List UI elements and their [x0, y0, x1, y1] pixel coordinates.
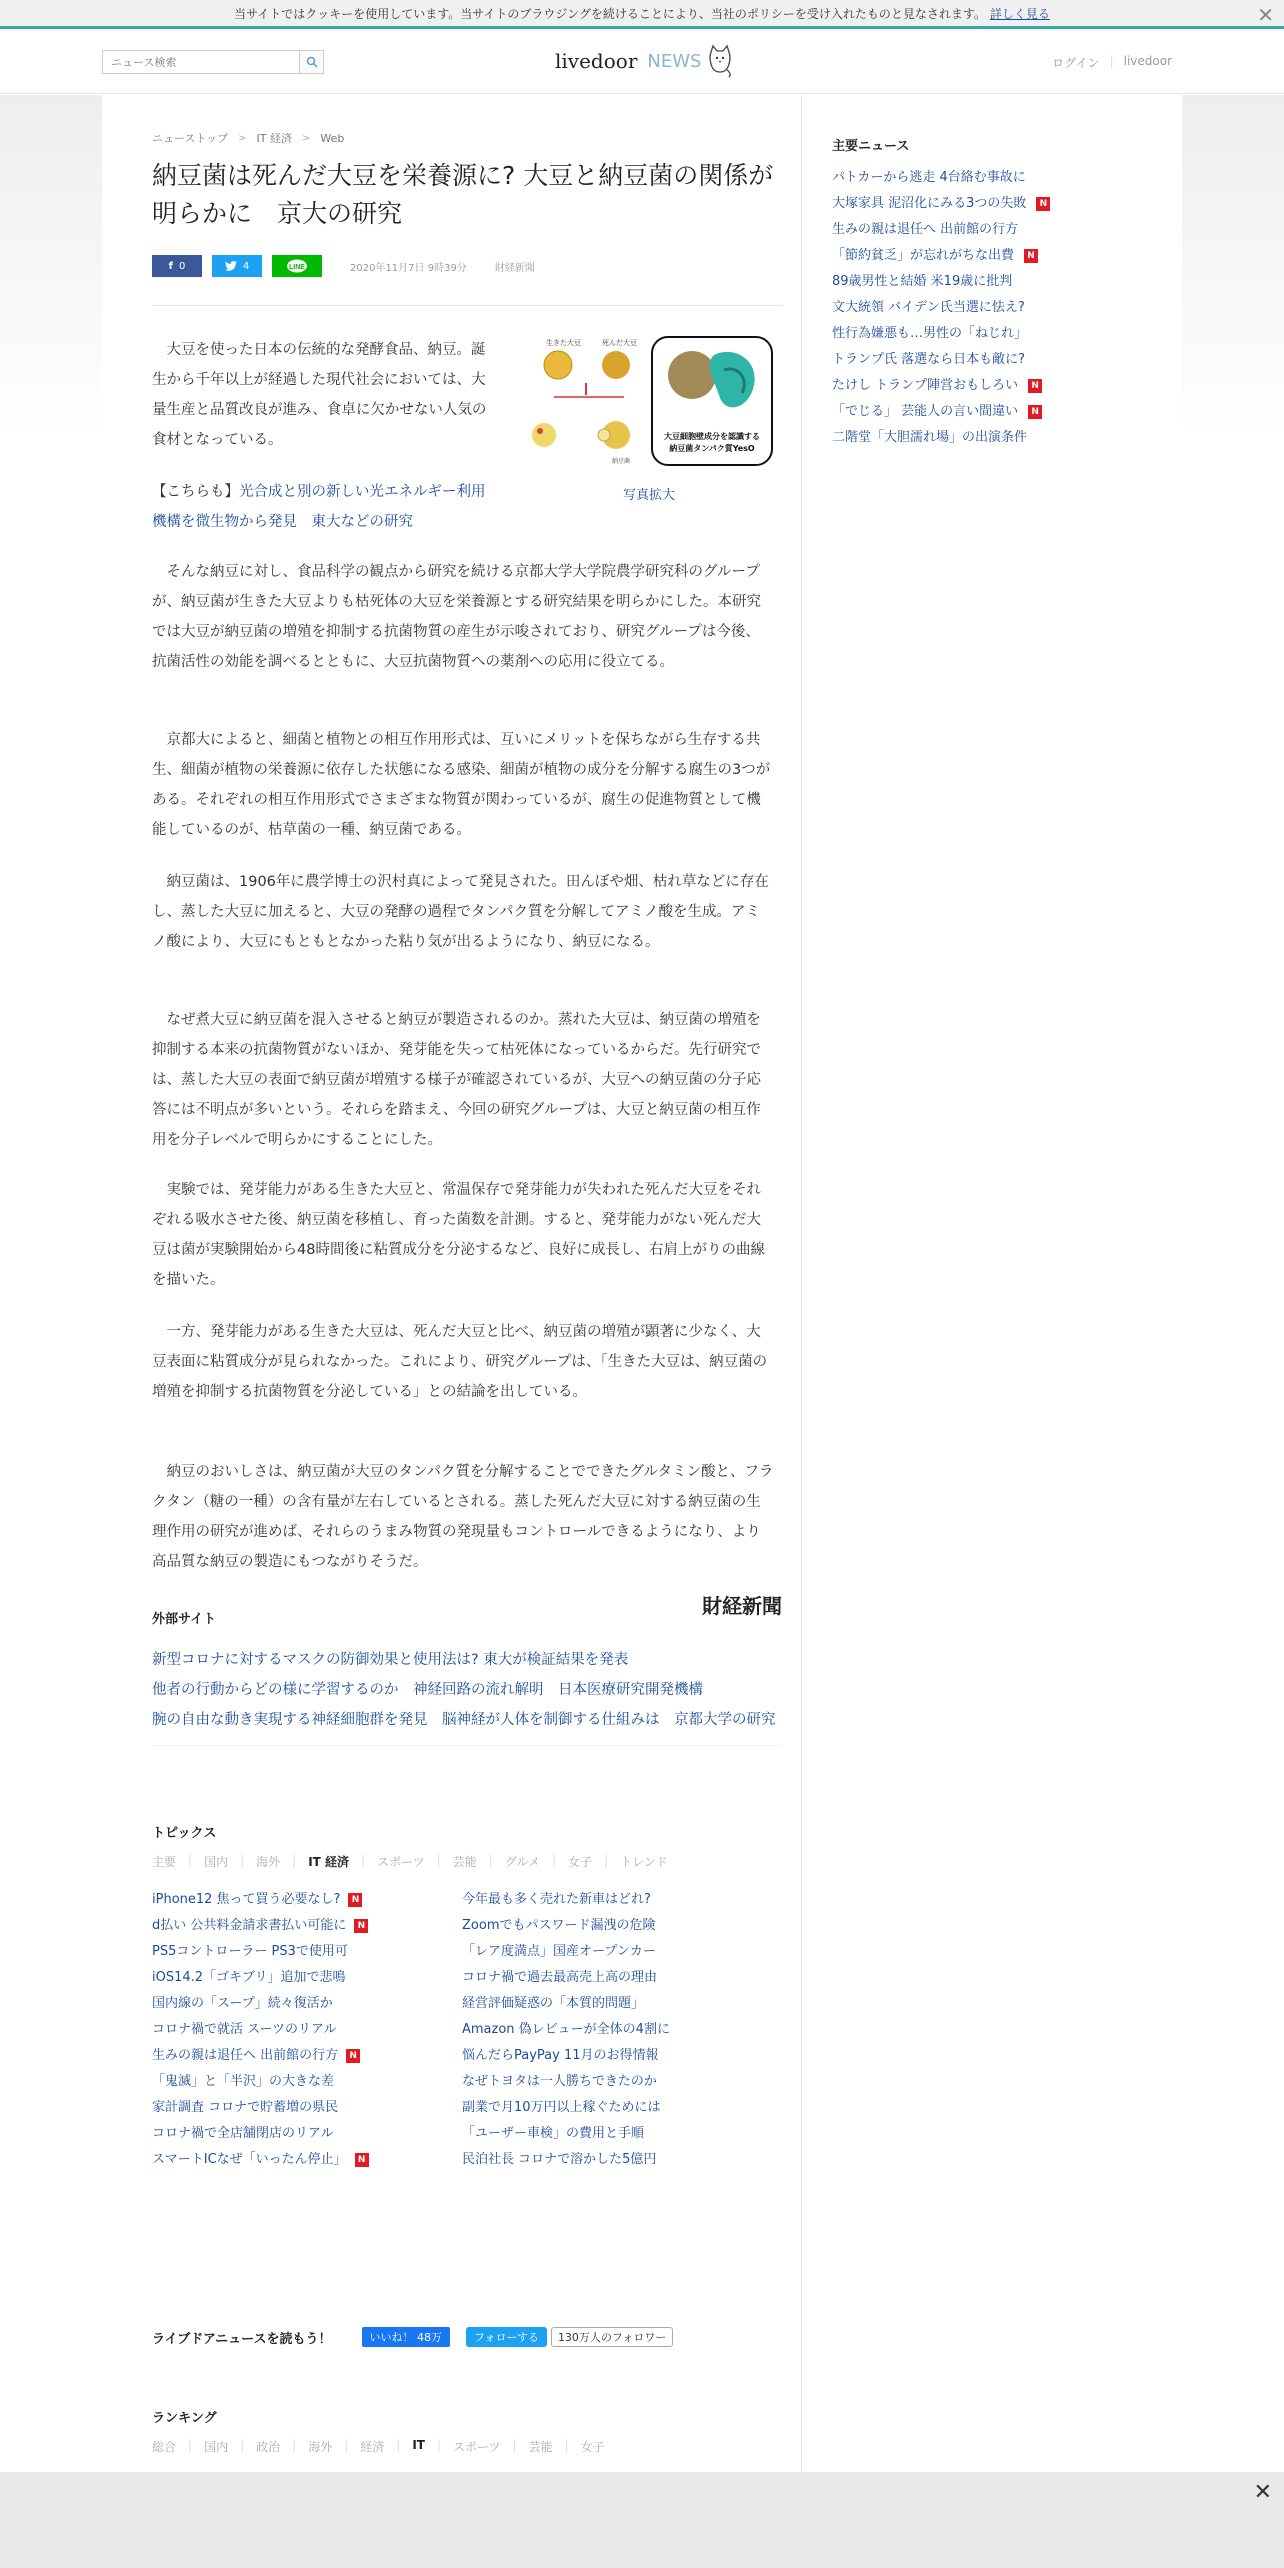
topic-item[interactable]	[152, 2095, 462, 2121]
figure-label-natto: 納豆菌	[612, 458, 631, 465]
chevron-right-icon: >	[301, 132, 311, 144]
article-paragraph: 納豆のおいしさは、納豆菌が大豆のタンパク質を分解することでできたグルタミン酸と、フラクタン（糖の一種）の含有量が左右しているとされる。蒸した死んだ大豆に対する納豆菌の生理作用の研究が進めば、それらのうまみ物質の発現量もコントロールできるようになり、より高品質な納豆の製造にもつながりそうだ。	[152, 1464, 774, 1570]
topic-link[interactable]: 悩んだらPayPay 11月のお得情報	[462, 2048, 659, 2063]
follow-bar	[152, 2327, 673, 2347]
new-badge: N	[1024, 249, 1038, 263]
svg-text:大豆細胞壁成分を認識する: 大豆細胞壁成分を認識する	[664, 432, 760, 441]
main-news-link[interactable]: 大塚家具 泥沼化にみる3つの失敗	[832, 196, 1027, 211]
figure-label-dead: 死んだ大豆	[602, 339, 637, 347]
divider	[152, 1745, 782, 1746]
article-image	[524, 335, 774, 470]
main-news-item[interactable]	[832, 373, 1162, 399]
main-news-link[interactable]: 生みの親は退任へ 出前館の行方	[832, 222, 1019, 237]
breadcrumb	[152, 130, 344, 146]
follow-label: ライブドアニュースを読もう！	[152, 2331, 332, 2347]
svg-text:納豆菌タンパク質YesO: 納豆菌タンパク質YesO	[669, 444, 755, 453]
new-badge: N	[346, 2049, 360, 2063]
article-paragraph: なぜ煮大豆に納豆菌を混入させると納豆が製造されるのか。蒸れた大豆は、納豆菌の増殖を抑制する本来の抗菌物質がないほか、発芽能を失って枯死体になっているからだ。先行研究では、蒸した大豆の表面で納豆菌が増殖する様子が確認されているが、大豆への納豆菌の分子応答には不明点が多いという。それらを踏まえ、今回の研究グループは、大豆と納豆菌の相互作用を分子レベルで明らかにすることにした。	[152, 1012, 761, 1148]
tab-topics[interactable]: 国内	[204, 1855, 229, 1869]
main-news-link[interactable]: トランプ氏 落選なら日本も敵に?	[832, 352, 1026, 367]
topic-item[interactable]	[462, 1913, 772, 1939]
search-button[interactable]	[299, 51, 323, 73]
search-icon	[306, 56, 318, 68]
related-article-link[interactable]: 光合成と別の新しい光エネルギー利用機構を微生物から発見 東大などの研究	[152, 484, 486, 530]
source-signature: 財経新聞	[702, 1594, 782, 1618]
main-news-item[interactable]	[832, 425, 1162, 451]
topic-item[interactable]	[152, 1991, 462, 2017]
topic-item[interactable]	[462, 1939, 772, 1965]
tab-topics[interactable]: 女子	[568, 1855, 593, 1869]
tab-topics[interactable]: 芸能	[452, 1855, 477, 1869]
topic-item[interactable]	[462, 2017, 772, 2043]
line-share-button[interactable]	[272, 255, 322, 277]
main-news-item[interactable]	[832, 399, 1162, 425]
external-link[interactable]: 新型コロナに対するマスクの防御効果と使用法は? 東大が検証結果を発表	[152, 1652, 629, 1668]
topic-item[interactable]	[462, 2121, 772, 2147]
tab-ranking[interactable]: 海外	[308, 2440, 333, 2454]
ranking-heading: ランキング	[152, 2411, 217, 2426]
topic-link[interactable]: 「ユーザー車検」の費用と手順	[462, 2126, 645, 2141]
topic-item[interactable]	[152, 2069, 462, 2095]
tab-ranking[interactable]: スポーツ	[453, 2440, 501, 2454]
topic-item[interactable]	[462, 2095, 772, 2121]
related-prefix: 【こちらも】	[152, 484, 239, 500]
cookie-text: 当サイトではクッキーを使用しています。当サイトのブラウジングを続けることにより、当社のポリシーを受け入れたものと見なされます。	[234, 6, 986, 21]
site-logo[interactable]	[555, 44, 733, 78]
main-news-link[interactable]: 「でじる」 芸能人の言い間違い	[832, 404, 1019, 419]
main-news-item[interactable]	[832, 243, 1162, 269]
publish-date: 2020年11月7日 9時39分	[350, 262, 467, 274]
new-badge: N	[355, 2153, 369, 2167]
new-badge: N	[1028, 379, 1042, 393]
livedoor-link[interactable]: livedoor	[1123, 54, 1172, 68]
close-icon[interactable]: ✕	[1253, 2480, 1272, 2505]
topic-item[interactable]	[152, 2043, 462, 2069]
main-news-link[interactable]: パトカーから逃走 4台絡む事故に	[832, 170, 1026, 185]
main-news-link[interactable]: 二階堂「大胆濡れ場」の出演条件	[832, 430, 1028, 445]
lead-paragraph: 大豆を使った日本の伝統的な発酵食品、納豆。誕生から千年以上が経過した現代社会においては、大量生産と品質改良が進み、食卓に欠かせない人気の食材となっている。	[152, 342, 487, 448]
article-source[interactable]: 財経新聞	[494, 262, 535, 274]
article-paragraph: 納豆菌は、1906年に農学博士の沢村真によって発見された。田んぼや畑、枯れ草などに存在し、蒸した大豆に加えると、大豆の発酵の過程でタンパク質を分解してアミノ酸を生成。アミノ酸により、大豆にもともとなかった粘り気が出るようになり、納豆になる。	[152, 874, 769, 950]
tab-ranking[interactable]: 国内	[204, 2440, 229, 2454]
article-figure[interactable]	[524, 335, 774, 503]
new-badge: N	[1028, 405, 1042, 419]
twitter-share-button[interactable]	[212, 255, 262, 277]
cookie-banner	[0, 0, 1284, 29]
topic-item[interactable]	[152, 2017, 462, 2043]
close-icon[interactable]: ✕	[1257, 3, 1274, 27]
logo-name: livedoor	[555, 49, 638, 73]
topic-link[interactable]: コロナ禍で過去最高売上高の理由	[462, 1970, 658, 1985]
mascot-icon	[707, 44, 733, 78]
topic-link[interactable]: 国内線の「スープ」続々復活か	[152, 1996, 333, 2011]
topic-link[interactable]: コロナ禍で全店舗閉店のリアル	[152, 2126, 334, 2141]
bottom-ad-bar	[0, 2472, 1284, 2568]
article-footer	[152, 1590, 782, 1627]
breadcrumb-web[interactable]: Web	[320, 131, 345, 145]
tab-ranking-active[interactable]: IT	[412, 2438, 425, 2452]
topic-item[interactable]	[462, 2147, 772, 2173]
main-news-item[interactable]	[832, 347, 1162, 373]
twitter-count: 4	[242, 260, 250, 272]
main-news-item[interactable]	[832, 217, 1162, 243]
topic-link[interactable]: 「鬼滅」と「半沢」の大きな差	[152, 2074, 335, 2089]
topic-item[interactable]	[152, 2147, 462, 2173]
related-article	[152, 477, 492, 537]
tab-ranking[interactable]: 総合	[152, 2440, 177, 2454]
topic-link[interactable]: PS5コントローラー PS3で使用可	[152, 1944, 348, 1959]
share-bar	[152, 255, 535, 277]
topic-link[interactable]: Zoomでもパスワード漏洩の危険	[462, 1918, 656, 1933]
topic-link[interactable]: スマートICなぜ「いったん停止」	[152, 2152, 347, 2167]
login-link[interactable]: ログイン	[1052, 56, 1100, 70]
tab-topics[interactable]: グルメ	[504, 1855, 540, 1869]
topic-link[interactable]: 民泊社長 コロナで溶かした5億円	[462, 2152, 657, 2167]
topic-item[interactable]	[152, 1887, 462, 1913]
topic-link[interactable]: iPhone12 焦って買う必要なし?	[152, 1892, 341, 1907]
article-paragraph: 実験では、発芽能力がある生きた大豆と、常温保存で発芽能力が失われた死んだ大豆をそれぞれる吸水させた後、納豆菌を移植し、育った菌数を計測。すると、発芽能力がない死んだ大豆は菌が実験開始から48時間後に粘質成分を分泌するなど、良好に成長し、右肩上がりの曲線を描いた。	[152, 1182, 765, 1288]
twitter-icon	[225, 261, 237, 271]
external-heading: 外部サイト	[152, 1612, 217, 1627]
article-paragraph: 一方、発芽能力がある生きた大豆は、死んだ大豆と比べ、納豆菌の増殖が顕著に少なく、大豆表面に粘質成分が見られなかった。これにより、研究グループは、「生きた大豆は、納豆菌の増殖を抑制する抗菌物質を分泌している」との結論を出している。	[152, 1324, 768, 1400]
new-badge: N	[354, 1919, 368, 1933]
topic-link[interactable]: d払い 公共料金請求書払い可能に	[152, 1918, 347, 1933]
tab-ranking[interactable]: 経済	[360, 2440, 385, 2454]
photo-enlarge-link[interactable]: 写真拡大	[622, 488, 675, 503]
figure-label-live: 生きた大豆	[546, 339, 581, 347]
article-title: 納豆菌は死んだ大豆を栄養源に? 大豆と納豆菌の関係が明らかに 京大の研究	[152, 161, 774, 228]
line-icon	[286, 259, 308, 273]
sidebar-heading: 主要ニュース	[832, 139, 910, 154]
cookie-details-link[interactable]: 詳しく見る	[989, 6, 1050, 21]
topic-link[interactable]: 「レア度満点」国産オープンカー	[462, 1944, 656, 1959]
tab-ranking[interactable]: 芸能	[528, 2440, 553, 2454]
external-links	[152, 1645, 782, 1735]
header-divider: |	[1109, 54, 1114, 68]
main-news-link[interactable]: 「節約貧乏」が忘れがちな出費	[832, 248, 1015, 263]
tab-topics[interactable]: 主要	[152, 1855, 177, 1869]
tab-topics[interactable]: トレンド	[620, 1855, 668, 1869]
facebook-count: 0	[178, 260, 186, 272]
topic-item[interactable]	[152, 1965, 462, 1991]
topic-link[interactable]: iOS14.2「ゴキブリ」追加で悲鳴	[152, 1970, 346, 1985]
topic-item[interactable]	[462, 1991, 772, 2017]
main-news-item[interactable]	[832, 321, 1162, 347]
article-paragraph: 京都大によると、細菌と植物との相互作用形式は、互いにメリットを保ちながら生存する共生、細菌が植物の栄養源に依存した状態になる感染、細菌が植物の成分を分解する腐生の3つがある。それぞれの相互作用形式でさまざまな物質が関わっているが、腐生の促進物質として機能しているのが、枯草菌の一種、納豆菌である。	[152, 732, 771, 838]
topic-item[interactable]	[152, 1939, 462, 1965]
topic-link[interactable]: 家計調査 コロナで貯蓄増の県民	[152, 2100, 339, 2115]
external-link[interactable]: 腕の自由な動き実現する神経細胞群を発見 脳神経が人体を制御する仕組みは 京都大学の研究	[152, 1712, 776, 1728]
main-news-link[interactable]: たけし トランプ陣営おもしろい	[832, 378, 1019, 393]
tab-ranking[interactable]: 女子	[580, 2440, 605, 2454]
topic-item[interactable]	[462, 2069, 772, 2095]
sidebar	[802, 95, 1182, 2568]
main-news-link[interactable]: 性行為嫌悪も…男性の「ねじれ」	[832, 326, 1028, 341]
main-news-item[interactable]	[832, 295, 1162, 321]
main-news-list	[832, 165, 1162, 451]
ranking-tabs: 総合 | 国内 | 政治 | 海外 | 経済 | IT | スポーツ | 芸能 | 女子	[152, 2438, 605, 2454]
search-input[interactable]	[103, 51, 299, 73]
topic-item[interactable]	[462, 1965, 772, 1991]
twitter-follower-count: 130万人のフォロワー	[551, 2327, 673, 2347]
new-badge: N	[1036, 197, 1050, 211]
chevron-right-icon: >	[238, 132, 247, 144]
search-box	[102, 50, 324, 74]
main-news-item[interactable]	[832, 191, 1162, 217]
tab-ranking[interactable]: 政治	[256, 2440, 281, 2454]
topic-link[interactable]: 今年最も多く売れた新車はどれ?	[462, 1892, 651, 1907]
topic-link[interactable]: 生みの親は退任へ 出前館の行方	[152, 2048, 339, 2063]
site-header	[0, 32, 1284, 94]
facebook-icon: f	[168, 260, 173, 272]
topic-link[interactable]: Amazon 偽レビューが全体の4割に	[462, 2022, 670, 2037]
main-news-link[interactable]: 文大統領 バイデン氏当選に怯え?	[832, 300, 1025, 315]
topic-item[interactable]	[462, 2043, 772, 2069]
topic-item[interactable]	[462, 1887, 772, 1913]
topics-heading: トピックス	[152, 1826, 217, 1841]
tab-topics[interactable]: 海外	[256, 1855, 281, 1869]
facebook-like-button[interactable]: いいね！ 48万	[362, 2327, 451, 2347]
external-link[interactable]: 他者の行動からどの様に学習するのか 神経回路の流れ解明 日本医療研究開発機構	[152, 1682, 703, 1698]
main-column	[102, 95, 802, 2568]
divider	[152, 305, 782, 306]
facebook-share-button[interactable]	[152, 255, 202, 277]
svg-text:LINE: LINE	[289, 264, 305, 271]
main-news-item[interactable]	[832, 269, 1162, 295]
main-news-link[interactable]: 89歳男性と結婚 米19歳に批判	[832, 274, 1013, 289]
twitter-follow-button[interactable]: フォローする	[466, 2327, 547, 2347]
main-news-item[interactable]	[832, 165, 1162, 191]
topic-item[interactable]	[152, 2121, 462, 2147]
topic-link[interactable]: なぜトヨタは一人勝ちできたのか	[462, 2074, 657, 2089]
article-paragraph: そんな納豆に対し、食品科学の観点から研究を続ける京都大学大学院農学研究科のグループが、納豆菌が生きた大豆よりも枯死体の大豆を栄養源とする研究結果を明らかにした。本研究では大豆が納豆菌の増殖を抑制する抗菌物質の産生が示唆されており、研究グループは今後、抗菌活性の効能を調べるとともに、大豆抗菌物質への薬剤への応用に役立てる。	[152, 564, 761, 670]
tab-topics-active[interactable]: IT 経済	[308, 1855, 350, 1869]
topics-tabs: 主要 | 国内 | 海外 | IT 経済 | スポーツ | 芸能 | グルメ | 女子 | トレンド	[152, 1853, 668, 1869]
topics-list	[152, 1887, 772, 2173]
topic-link[interactable]: コロナ禍で就活 スーツのリアル	[152, 2022, 337, 2037]
tab-topics[interactable]: スポーツ	[377, 1855, 425, 1869]
topic-link[interactable]: 副業で月10万円以上稼ぐためには	[462, 2100, 661, 2115]
logo-news: NEWS	[647, 50, 702, 72]
topic-link[interactable]: 経営評価疑惑の「本質的問題」	[462, 1996, 645, 2011]
topic-item[interactable]	[152, 1913, 462, 1939]
new-badge: N	[348, 1893, 362, 1907]
breadcrumb-news-top[interactable]: ニューストップ	[152, 132, 229, 145]
breadcrumb-it-economy[interactable]: IT 経済	[256, 132, 292, 145]
header-links	[1042, 54, 1182, 71]
